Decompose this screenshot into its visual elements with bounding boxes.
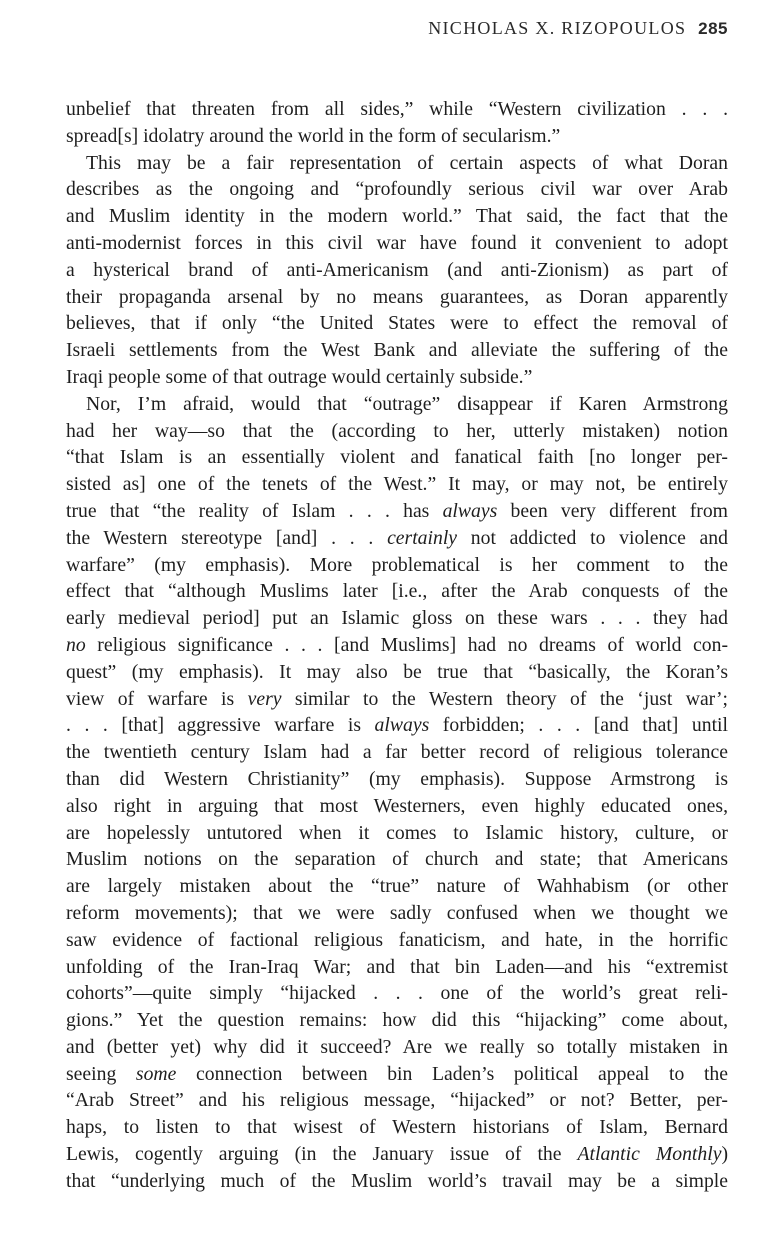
text-line: describes as the ongoing and “profoundly serious civil war over Arab: [66, 178, 728, 201]
text-line: believes, that if only “the United States were to effect the removal of: [66, 312, 728, 335]
text-line: true that “the reality of Islam . . . has always been very different from: [66, 499, 728, 522]
page-number: 285: [698, 19, 728, 38]
text-line: Lewis, cogently arguing (in the January issue of the Atlantic Monthly): [66, 1143, 728, 1166]
text-line: This may be a fair representation of certain aspects of what Doran: [86, 151, 728, 174]
text-line: view of warfare is very similar to the Western theory of the ‘just war’;: [66, 687, 728, 710]
text-line: “Arab Street” and his religious message, “hijacked” or not? Better, per-: [66, 1089, 728, 1112]
text-line: the Western stereotype [and] . . . certainly not addicted to violence and: [66, 526, 728, 549]
text-line: “that Islam is an essentially violent and fanatical faith [no longer per-: [66, 446, 728, 469]
text-line: Muslim notions on the separation of church and state; that Americans: [66, 848, 728, 871]
text-line: Israeli settlements from the West Bank and alleviate the suffering of the: [66, 339, 728, 362]
text-line: Nor, I’m afraid, would that “outrage” disappear if Karen Armstrong: [86, 392, 728, 415]
text-line: are largely mistaken about the “true” nature of Wahhabism (or other: [66, 875, 728, 898]
text-line: seeing some connection between bin Laden’s political appeal to the: [66, 1062, 728, 1085]
running-title: NICHOLAS X. RIZOPOULOS: [428, 18, 687, 38]
text-line: Iraqi people some of that outrage would certainly subside.”: [66, 365, 533, 388]
text-line: than did Western Christianity” (my emphasis). Suppose Armstrong is: [66, 767, 728, 790]
text-line: anti-modernist forces in this civil war have found it convenient to adopt: [66, 231, 728, 254]
text-line: reform movements); that we were sadly confused when we thought we: [66, 901, 728, 924]
text-line: warfare” (my emphasis). More problematical is her comment to the: [66, 553, 728, 576]
text-line: haps, to listen to that wisest of Western historians of Islam, Bernard: [66, 1116, 728, 1139]
text-line: . . . [that] aggressive warfare is always forbidden; . . . [and that] until: [66, 714, 728, 737]
text-line: had her way—so that the (according to her, utterly mistaken) notion: [66, 419, 728, 442]
text-line: gions.” Yet the question remains: how did this “hijacking” come about,: [66, 1009, 728, 1032]
text-line: and (better yet) why did it succeed? Are we really so totally mistaken in: [66, 1035, 728, 1058]
text-line: early medieval period] put an Islamic gloss on these wars . . . they had: [66, 607, 728, 630]
text-line: and Muslim identity in the modern world.” That said, the fact that the: [66, 205, 728, 228]
text-line: unfolding of the Iran-Iraq War; and that bin Laden—and his “extremist: [66, 955, 728, 978]
text-line: are hopelessly untutored when it comes to Islamic history, culture, or: [66, 821, 728, 844]
text-line: no religious significance . . . [and Muslims] had no dreams of world con-: [66, 633, 728, 656]
text-line: sisted as] one of the tenets of the West.” It may, or may not, be entirely: [66, 473, 728, 496]
text-line: the twentieth century Islam had a far better record of religious tolerance: [66, 741, 728, 764]
text-line: spread[s] idolatry around the world in the form of secularism.”: [66, 124, 561, 147]
text-line: cohorts”—quite simply “hijacked . . . one of the world’s great reli-: [66, 982, 728, 1005]
text-line: saw evidence of factional religious fanaticism, and hate, in the horrific: [66, 928, 728, 951]
text-line: their propaganda arsenal by no means guarantees, as Doran apparently: [66, 285, 728, 308]
text-line: that “underlying much of the Muslim world’s travail may be a simple: [66, 1169, 728, 1192]
text-line: effect that “although Muslims later [i.e., after the Arab conquests of the: [66, 580, 728, 603]
running-header: [428, 18, 728, 39]
text-line: quest” (my emphasis). It may also be true that “basically, the Koran’s: [66, 660, 728, 683]
text-line: also right in arguing that most Westerners, even highly educated ones,: [66, 794, 728, 817]
body-text: [66, 96, 728, 1195]
text-line: unbelief that threaten from all sides,” while “Western civilization . . .: [66, 98, 728, 120]
text-line: a hysterical brand of anti-Americanism (and anti-Zionism) as part of: [66, 258, 728, 281]
